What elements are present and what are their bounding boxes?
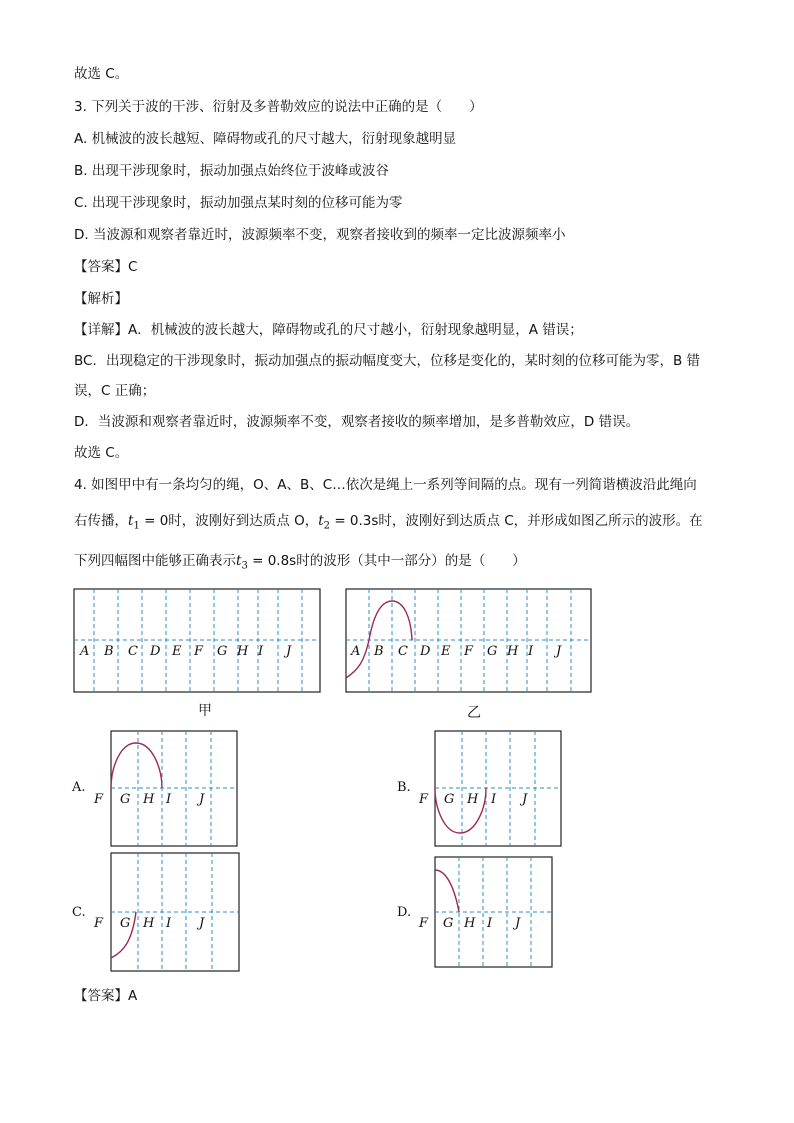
- optA-point-label: J: [199, 792, 205, 807]
- text: = 0.3s时，波刚好到达质点 C，并形成如图乙所示的波形。在: [330, 513, 703, 529]
- optC-point-label: F: [94, 916, 104, 931]
- jia-point-label: E: [172, 644, 182, 659]
- optC-point-label: G: [120, 916, 131, 931]
- optC-point-label: I: [166, 916, 172, 931]
- text: 下列四幅图中能够正确表示: [74, 553, 236, 569]
- yi-point-label: I: [528, 644, 534, 659]
- jia-point-label: F: [194, 644, 204, 659]
- optA-point-label: G: [120, 792, 131, 807]
- optC-point-label: H: [143, 916, 155, 931]
- figure-yi-label: 乙: [467, 705, 481, 721]
- text: = 0时，波刚好到达质点 O，: [139, 513, 319, 529]
- optB-waveform: [435, 788, 486, 833]
- detail-line-2: BC．出现稳定的干涉现象时，振动加强点的振动幅度变大，位移是变化的，某时刻的位移可能为零，B 错: [74, 353, 701, 369]
- jia-point-label: C: [128, 644, 138, 659]
- optB-point-label: J: [522, 792, 528, 807]
- yi-point-label: J: [556, 644, 562, 659]
- symbol-t: t: [318, 513, 324, 529]
- option-3c: C. 出现干涉现象时，振动加强点某时刻的位移可能为零: [74, 195, 403, 211]
- yi-point-label: F: [464, 644, 474, 659]
- yi-point-label: D: [420, 644, 431, 659]
- yi-point-label: A: [351, 644, 361, 659]
- jia-point-label: G: [217, 644, 228, 659]
- optD-point-label: H: [464, 916, 476, 931]
- answer-3: 【答案】C: [74, 259, 138, 275]
- symbol-t: t: [128, 513, 134, 529]
- optB-point-label: G: [444, 792, 455, 807]
- option-c-label: C.: [72, 905, 86, 920]
- detail-line-1: 【详解】A．机械波的波长越大，障碍物或孔的尺寸越小，衍射现象越明显，A 错误；: [74, 322, 583, 338]
- optD-point-label: I: [487, 916, 493, 931]
- yi-point-label: G: [487, 644, 498, 659]
- figure-jia-label: 甲: [198, 703, 212, 719]
- subscript: 1: [133, 520, 140, 532]
- subscript: 3: [241, 560, 248, 572]
- optB-point-label: F: [419, 792, 429, 807]
- jia-point-label: J: [286, 644, 292, 659]
- optA-waveform: [111, 743, 162, 788]
- option-3a: A. 机械波的波长越短、障碍物或孔的尺寸越大，衍射现象越明显: [74, 131, 457, 147]
- optD-waveform: [435, 870, 459, 912]
- yi-point-label: B: [374, 644, 384, 659]
- optA-point-label: F: [94, 792, 104, 807]
- detail-line-4: D．当波源和观察者靠近时，波源频率不变，观察者接收的频率增加，是多普勒效应，D 错误。: [74, 414, 640, 430]
- optB-point-label: I: [491, 792, 497, 807]
- question-3: 3. 下列关于波的干涉、衍射及多普勒效应的说法中正确的是（ ）: [74, 99, 483, 115]
- question-4-line-1: 4. 如图甲中有一条均匀的绳，O、A、B、C…依次是绳上一系列等间隔的点。现有一列简谐横波沿此绳向: [74, 477, 697, 493]
- text-line: 故选 C。: [74, 66, 129, 82]
- option-3d: D. 当波源和观察者靠近时，波源频率不变，观察者接收到的频率一定比波源频率小: [74, 227, 566, 243]
- optC-point-label: J: [199, 916, 205, 931]
- yi-point-label: C: [398, 644, 408, 659]
- text: 右传播，: [74, 513, 128, 529]
- jia-point-label: H: [237, 644, 249, 659]
- optD-point-label: G: [443, 916, 454, 931]
- optA-point-label: I: [166, 792, 172, 807]
- yi-point-label: E: [441, 644, 451, 659]
- optD-point-label: J: [515, 916, 521, 931]
- detail-line-3: 误，C 正确；: [74, 383, 156, 399]
- optB-point-label: H: [467, 792, 479, 807]
- answer-4: 【答案】A: [74, 988, 138, 1004]
- text-line: 故选 C。: [74, 445, 129, 461]
- option-3b: B. 出现干涉现象时，振动加强点始终位于波峰或波谷: [74, 163, 389, 179]
- symbol-t: t: [236, 553, 242, 569]
- optA-point-label: H: [143, 792, 155, 807]
- yi-point-label: H: [507, 644, 519, 659]
- jia-point-label: D: [150, 644, 161, 659]
- option-b-label: B.: [397, 780, 411, 795]
- text: = 0.8s时的波形（其中一部分）的是（ ）: [247, 553, 526, 569]
- option-d-label: D.: [397, 905, 412, 920]
- option-a-label: A.: [72, 780, 86, 795]
- jia-point-label: A: [80, 644, 90, 659]
- optD-point-label: F: [419, 916, 429, 931]
- jia-point-label: I: [258, 644, 264, 659]
- jia-point-label: B: [104, 644, 114, 659]
- analysis-heading: 【解析】: [74, 291, 128, 307]
- subscript: 2: [323, 520, 331, 532]
